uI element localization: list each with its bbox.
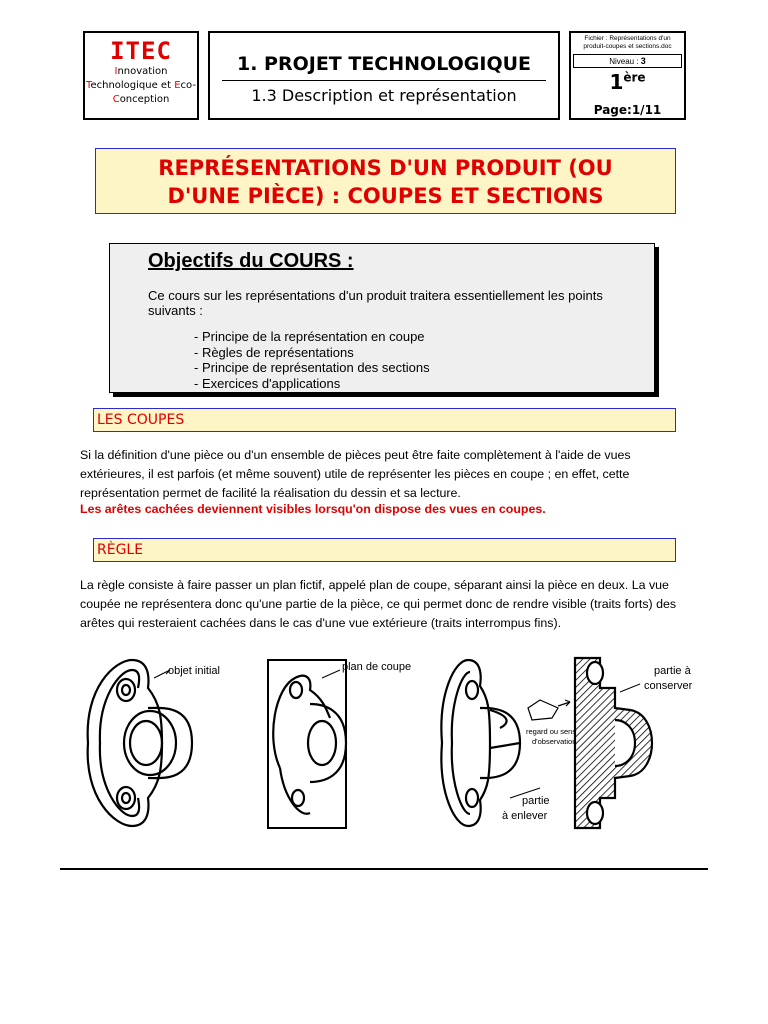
label-objet-initial: objet initial xyxy=(168,665,220,677)
class-level: 1ère xyxy=(609,70,646,94)
objectives-list xyxy=(194,329,430,391)
label-plan-de-coupe: plan de coupe xyxy=(342,661,412,673)
cutting-plane-drawing xyxy=(268,660,346,828)
objectives-heading: Objectifs du COURS : xyxy=(148,250,354,272)
tagline-line: Innovation xyxy=(114,66,168,77)
list-item: - Règles de représentations xyxy=(194,344,354,360)
document-info xyxy=(569,31,686,120)
label-partie-enlever: partie xyxy=(522,795,550,807)
regle-paragraph: La règle consiste à faire passer un plan fictif, appelé plan de coupe, séparant ainsi la pièce en deux. La vue coupée ne représentera donc qu'une partie de la pièce, ce qui permet donc de rendre visible (traits forts) des arêtes qui resteraient cachées dans le cas d'une vue extérieure (traits interrompus fins). xyxy=(80,578,677,630)
observation-eye-icon xyxy=(528,700,570,720)
tagline-line: Technologique et Eco- xyxy=(86,80,196,91)
label-partie-enlever: à enlever xyxy=(502,810,548,822)
list-item: - Principe de la représentation en coupe xyxy=(194,329,425,344)
label-regard: d'observation xyxy=(532,737,577,746)
section-heading-coupes: LES COUPES xyxy=(93,408,676,432)
section-heading-regle: RÈGLE xyxy=(93,538,676,562)
page-number: Page:1/11 xyxy=(593,103,662,117)
file-name: Fichier : Représentations d'un produit-coupes et sections.doc xyxy=(583,35,672,50)
document-title: REPRÉSENTATIONS D'UN PRODUIT (OU D'UNE PIÈCE) : COUPES ET SECTIONS xyxy=(158,156,613,208)
project-title: 1. PROJET TECHNOLOGIQUE xyxy=(236,53,532,75)
footer-rule xyxy=(60,868,708,870)
coupes-paragraph: Si la définition d'une pièce ou d'un ensemble de pièces peut être faite complètement à l'aide de vues extérieures, il est parfois (et même souvent) utile de représenter les pièces en coupe ; en effet, cette représentation permet de facilité la réalisation du dessin et sa lecture. xyxy=(80,448,631,500)
tagline-line: Conception xyxy=(112,94,170,105)
label-regard: regard ou sens xyxy=(526,727,577,736)
project-subtitle: 1.3 Description et représentation xyxy=(251,86,517,105)
document-title-box xyxy=(95,148,676,214)
coupes-note: Les arêtes cachées deviennent visibles lorsqu'on dispose des vues en coupes. xyxy=(80,502,546,516)
label-partie-conserver: conserver xyxy=(644,680,693,692)
objectives-intro: Ce cours sur les représentations d'un produit traitera essentiellement les points suivants : xyxy=(148,288,603,318)
list-item: - Exercices d'applications xyxy=(194,375,341,391)
logo: ITEC xyxy=(110,37,172,65)
objectives-box xyxy=(109,243,655,393)
list-item: - Principe de représentation des sections xyxy=(194,360,430,375)
divider xyxy=(222,80,546,81)
initial-object-drawing xyxy=(88,660,192,826)
logo-block xyxy=(83,31,199,120)
label-partie-conserver: partie à xyxy=(654,665,691,677)
section-cut-illustration xyxy=(70,648,710,838)
niveau: Niveau : 3 xyxy=(573,54,682,68)
project-header xyxy=(208,31,560,120)
part-to-keep-drawing xyxy=(575,658,652,828)
